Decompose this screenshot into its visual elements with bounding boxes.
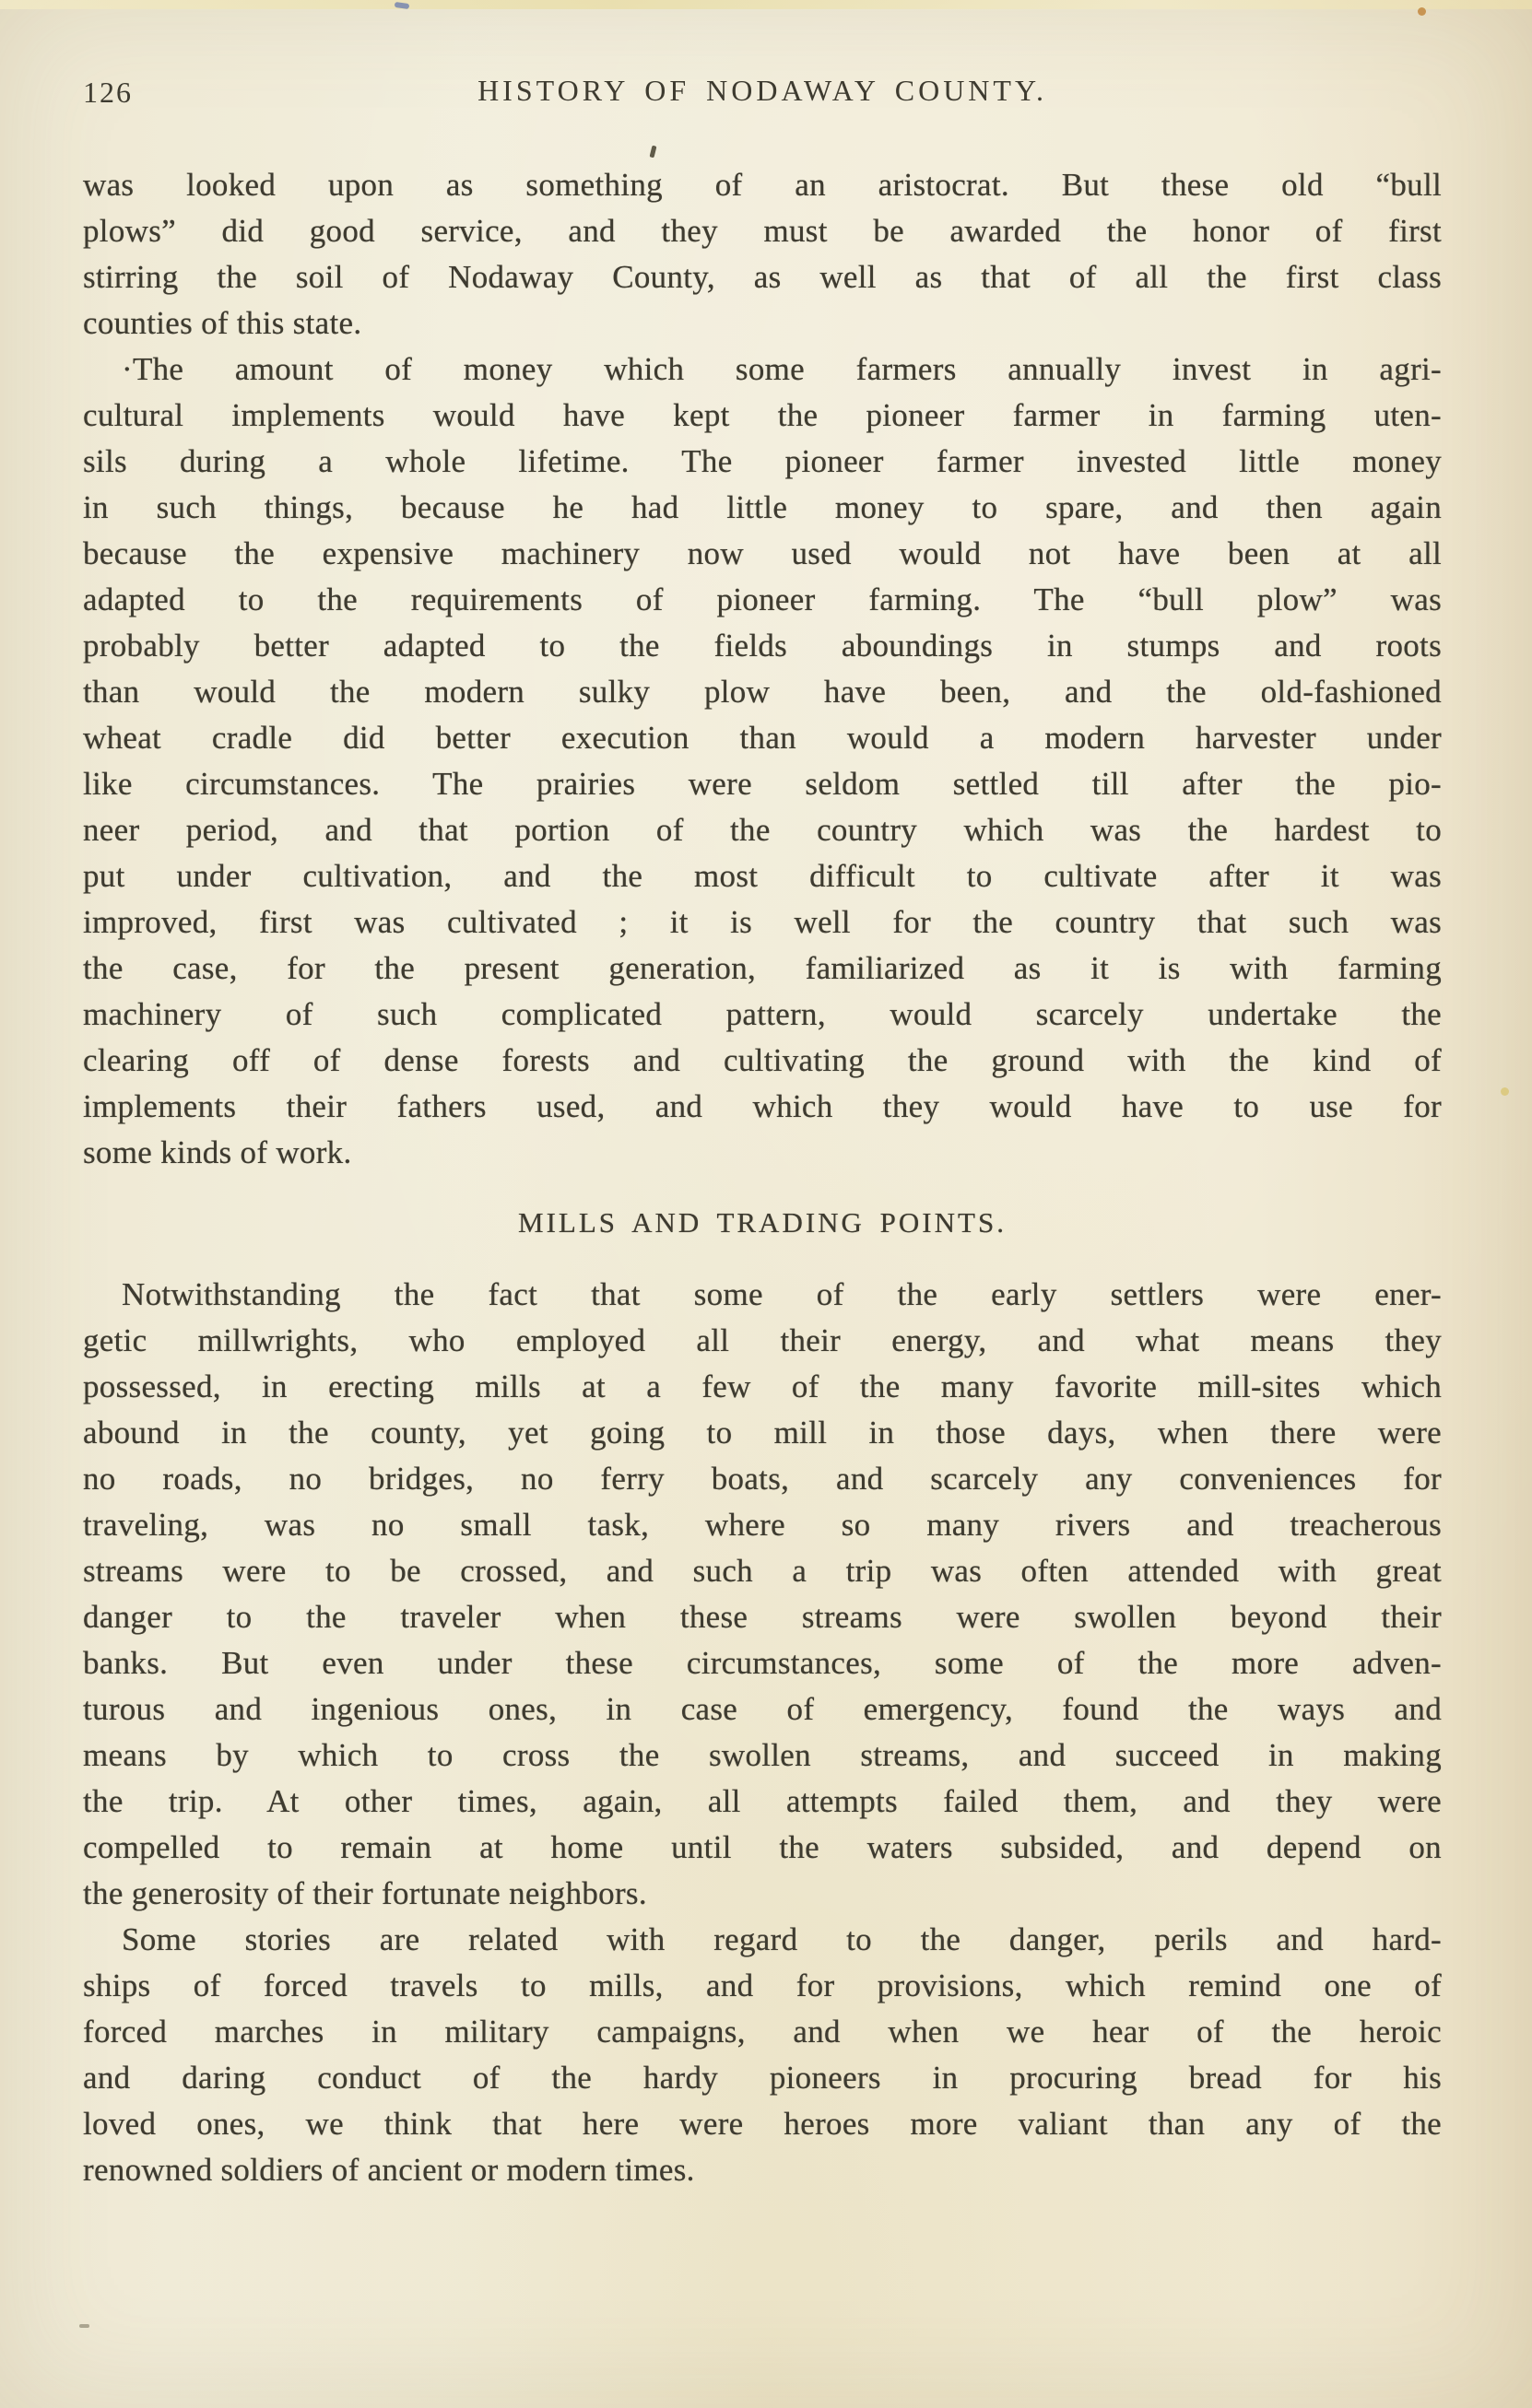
running-header: HISTORY OF NODAWAY COUNTY. (477, 74, 1047, 107)
text-line: neer period, and that portion of the country which was the hardest to (83, 812, 1442, 848)
page-header (83, 74, 1442, 114)
text-line: banks. But even under these circumstances, some of the more adven- (83, 1645, 1442, 1681)
text-line: implements their fathers used, and which they would have to use for (83, 1088, 1442, 1124)
text-line: no roads, no bridges, no ferry boats, and scarcely any conveniences for (83, 1461, 1442, 1497)
page-number: 126 (83, 76, 133, 109)
text-line: some kinds of work. (83, 1134, 352, 1170)
text-line: improved, first was cultivated ; it is well for the country that such was (83, 904, 1442, 940)
text-line: because the expensive machinery now used would not have been at all (83, 535, 1442, 571)
text-line: wheat cradle did better execution than would a modern harvester under (83, 720, 1442, 756)
ink-speck (650, 146, 657, 159)
text-line: the generosity of their fortunate neighbors. (83, 1875, 647, 1911)
text-line: abound in the county, yet going to mill in those days, when there were (83, 1415, 1442, 1451)
text-line: means by which to cross the swollen streams, and succeed in making (83, 1737, 1442, 1773)
text-line: than would the modern sulky plow have been, and the old-fashioned (83, 674, 1442, 710)
text-line: put under cultivation, and the most difficult to cultivate after it was (83, 858, 1442, 894)
ink-speck (79, 2324, 89, 2328)
text-line: forced marches in military campaigns, and when we hear of the heroic (83, 2014, 1442, 2050)
text-line: like circumstances. The prairies were seldom settled till after the pio- (83, 766, 1442, 802)
text-line: getic millwrights, who employed all their energy, and what means they (83, 1322, 1442, 1358)
text-line: cultural implements would have kept the pioneer farmer in farming uten- (83, 397, 1442, 433)
text-line: the trip. At other times, again, all attempts failed them, and they were (83, 1783, 1442, 1819)
paragraph (83, 1272, 1442, 1917)
text-line: clearing off of dense forests and cultivating the ground with the kind of (83, 1042, 1442, 1078)
paragraph (83, 1917, 1442, 2193)
text-line: danger to the traveler when these streams were swollen beyond their (83, 1599, 1442, 1635)
text-line: and daring conduct of the hardy pioneers in procuring bread for his (83, 2060, 1442, 2096)
ink-speck (1501, 1087, 1509, 1096)
text-line: loved ones, we think that here were heroes more valiant than any of the (83, 2106, 1442, 2142)
ink-speck (1418, 7, 1426, 16)
page-content (83, 162, 1442, 2193)
page-edge (0, 0, 1532, 9)
text-line: in such things, because he had little money to spare, and then again (83, 489, 1442, 525)
text-line: sils during a whole lifetime. The pioneer farmer invested little money (83, 443, 1442, 479)
text-line: ·The amount of money which some farmers annually invest in agri- (122, 351, 1442, 387)
paragraph (83, 347, 1442, 1176)
text-line: stirring the soil of Nodaway County, as well as that of all the first class (83, 259, 1442, 295)
text-line: machinery of such complicated pattern, would scarcely undertake the (83, 996, 1442, 1032)
text-line: the case, for the present generation, familiarized as it is with farming (83, 950, 1442, 986)
text-line: Notwithstanding the fact that some of the early settlers were ener- (122, 1276, 1442, 1312)
text-line: turous and ingenious ones, in case of emergency, found the ways and (83, 1691, 1442, 1727)
section-heading: MILLS AND TRADING POINTS. (518, 1206, 1007, 1239)
text-line: renowned soldiers of ancient or modern times. (83, 2152, 695, 2188)
text-line: counties of this state. (83, 305, 362, 341)
text-line: Some stories are related with regard to the danger, perils and hard- (122, 1921, 1442, 1957)
paragraph (83, 162, 1442, 347)
text-line: ships of forced travels to mills, and for provisions, which remind one of (83, 1968, 1442, 2003)
text-line: probably better adapted to the fields aboundings in stumps and roots (83, 628, 1442, 664)
text-line: streams were to be crossed, and such a trip was often attended with great (83, 1553, 1442, 1589)
text-line: was looked upon as something of an aristocrat. But these old “bull (83, 167, 1442, 203)
text-line: adapted to the requirements of pioneer farming. The “bull plow” was (83, 581, 1442, 617)
text-line: possessed, in erecting mills at a few of the many favorite mill-sites which (83, 1368, 1442, 1404)
text-line: plows” did good service, and they must be awarded the honor of first (83, 213, 1442, 249)
text-line: traveling, was no small task, where so many rivers and treacherous (83, 1507, 1442, 1543)
text-line: compelled to remain at home until the waters subsided, and depend on (83, 1829, 1442, 1865)
